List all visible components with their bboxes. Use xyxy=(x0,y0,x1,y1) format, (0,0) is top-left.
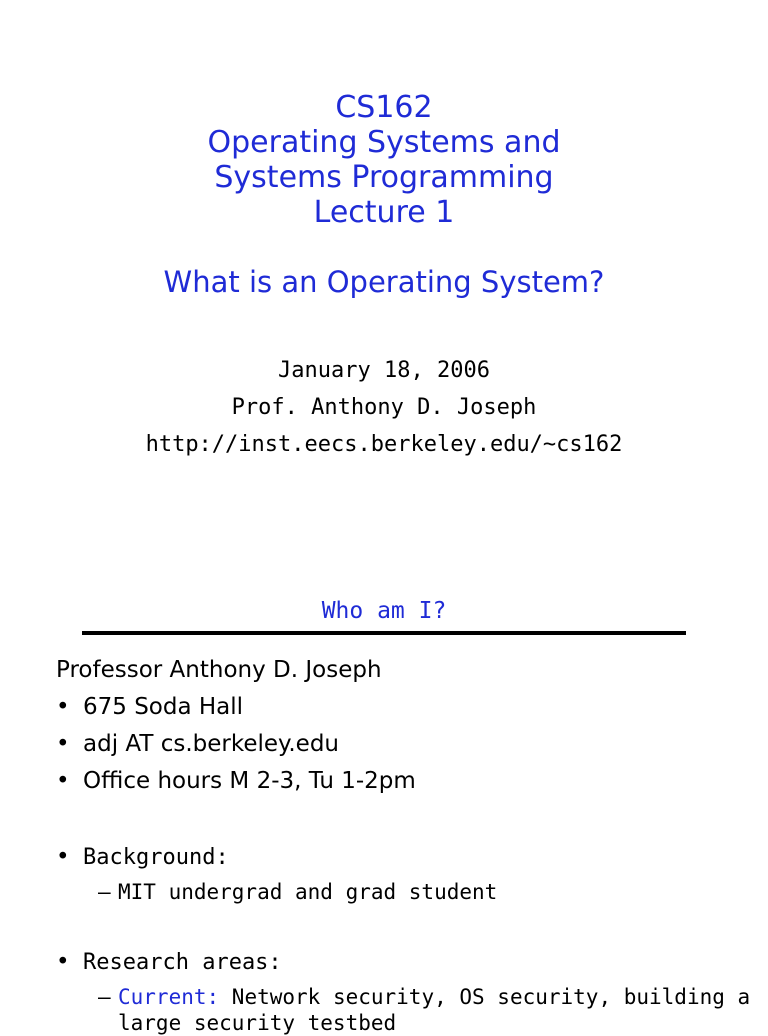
bullet-icon: • xyxy=(56,694,70,720)
lecture-subtitle: What is an Operating System? xyxy=(163,265,605,299)
list-item: • 675 Soda Hall xyxy=(56,691,243,723)
sub-list-item: – Current: Network security, OS security, building a xyxy=(98,985,751,1009)
list-item: • adj AT cs.berkeley.edu xyxy=(56,728,339,760)
instructor-name: Prof. Anthony D. Joseph xyxy=(231,395,537,420)
list-item-research: • Research areas: xyxy=(56,946,282,979)
course-title-line-2: Systems Programming xyxy=(214,160,554,195)
course-url: http://inst.eecs.berkeley.edu/~cs162 xyxy=(145,432,623,457)
slide-heading: Who am I? xyxy=(321,598,447,624)
course-title-line-1: Operating Systems and xyxy=(207,125,561,160)
bullet-icon: • xyxy=(56,731,70,757)
dash-icon: – xyxy=(98,880,111,904)
sub-list-item: – MIT undergrad and grad student xyxy=(98,880,498,904)
lecture-number: Lecture 1 xyxy=(313,195,455,230)
course-title xyxy=(0,90,768,230)
list-item-background: • Background: xyxy=(56,841,229,874)
dash-icon: – xyxy=(98,985,111,1009)
sub-list-item-continued: large security testbed xyxy=(118,1011,397,1035)
bullet-icon: • xyxy=(56,844,70,870)
intro-line: Professor Anthony D. Joseph xyxy=(56,657,382,683)
course-code: CS162 xyxy=(335,90,433,125)
lecture-meta xyxy=(0,352,768,463)
heading-divider xyxy=(82,631,686,635)
list-item: • Office hours M 2-3, Tu 1-2pm xyxy=(56,765,416,797)
bullet-icon: • xyxy=(56,949,70,975)
lecture-date: January 18, 2006 xyxy=(278,358,490,383)
bullet-icon: • xyxy=(56,768,70,794)
research-current-label: Current: xyxy=(118,985,220,1009)
